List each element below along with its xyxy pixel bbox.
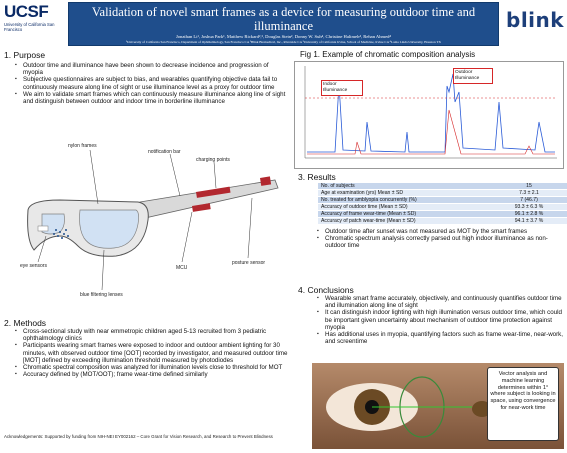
purpose-heading: 1. Purpose <box>4 50 46 60</box>
conclusions-bullet: ▪ Wearable smart frame accurately, objectively, and continuously quantifies outdoor time and illumination along line of sight <box>316 295 564 309</box>
table-label: Accuracy of frame wear-time (Mean ± SD) <box>318 211 490 218</box>
methods-bullet: ▪ Cross-sectional study with near emmetropic children aged 5-13 recruited from 3 pediatric ophthalmology clinics <box>14 328 288 342</box>
blink-logo-text: blink <box>506 8 565 32</box>
results-table <box>318 183 567 225</box>
table-value: 15 <box>490 183 567 190</box>
poster-title: Validation of novel smart frames as a device for measuring outdoor time and illuminance <box>91 5 476 33</box>
purpose-bullet: ▪ Subjective questionnaires are subject to bias, and wearables quantifying objective data fail to continuously measure along line of sight or use illuminance level as a proxy for outdoor time <box>14 76 288 90</box>
title-banner <box>68 2 499 46</box>
poster-header <box>0 0 567 50</box>
label-notification-bar: notification bar <box>148 149 181 155</box>
blink-logo <box>506 8 564 38</box>
table-row <box>318 197 567 204</box>
acknowledgements: Acknowledgements: Supported by funding from NIH-NEI EY002162 – Core Grant for Vision Research, and Research to Prevent Blindness <box>4 434 273 439</box>
purpose-bullets <box>14 62 288 105</box>
table-label: Accuracy of patch wear-time (Mean ± SD) <box>318 218 490 225</box>
label-charging-points: charging points <box>196 157 230 163</box>
table-label: No. of subjects <box>318 183 490 190</box>
conclusions-bullet: ▪ It can distinguish indoor lighting with high illumination versus outdoor time, which could be important given uncertainty about mechanism of outdoor time protection against myopia <box>316 309 564 331</box>
methods-bullet: ▪ Chromatic spectral composition was analyzed for illumination levels close to threshold for MOT <box>14 364 288 371</box>
label-blue-lenses: blue filtering lenses <box>80 292 123 298</box>
conclusions-section <box>298 285 564 345</box>
table-row <box>318 190 567 197</box>
purpose-bullet: ▪ We aim to validate smart frames which can continuously measure illuminance along line of sight and distinguish between outdoor and indoor time in borderline illuminance <box>14 91 288 105</box>
chromatic-chart <box>294 61 564 169</box>
table-label: Age at examination (yrs) Mean ± SD <box>318 190 490 197</box>
results-bullet: ▪ Chromatic spectrum analysis correctly parsed out high indoor illuminance as non-outdoor time <box>316 235 564 249</box>
table-value: 93.3 ± 6.3 % <box>490 204 567 211</box>
label-eye-sensors: eye sensors <box>20 263 47 269</box>
vector-analysis-callout: Vector analysis and machine learning determines within 1° where subject is looking in space, using convergence for near-work time <box>487 367 559 441</box>
label-outdoor: Outdoor Illuminance <box>453 68 493 84</box>
label-nylon-frames: nylon frames <box>68 143 97 149</box>
methods-bullets <box>14 328 288 378</box>
results-bullets <box>316 228 564 250</box>
conclusions-bullet: ▪ Has additional uses in myopia, quantifying factors such as frame wear-time, near-work, and screentime <box>316 331 564 345</box>
purpose-section <box>4 50 288 105</box>
label-indoor: Indoor Illuminance <box>321 80 363 96</box>
fig1-title: Fig 1. Example of chromatic composition analysis <box>300 50 476 59</box>
ucsf-logo-text: UCSF <box>4 2 49 21</box>
ucsf-logo <box>4 3 66 45</box>
results-section <box>298 172 564 250</box>
methods-section <box>4 318 288 378</box>
table-value: 94.1 ± 3.7 % <box>490 218 567 225</box>
label-mcu: MCU <box>176 265 188 271</box>
label-posture-sensor: posture sensor <box>232 260 266 266</box>
methods-bullet: ▪ Participants wearing smart frames were exposed to indoor and outdoor ambient lighting for 30 minutes, with observed outdoor time [OOT] recorded by investigator, and measured outdoor time [MOT] defined by exceeding illumination threshold measured by photodiodes <box>14 342 288 364</box>
glasses-illustration <box>20 140 282 312</box>
author-list: Jonathan Li¹, Joshua Park¹, Matthew Rickard²,³, Douglas Stein², Donny W. Suh⁴, Christine Halimeh⁴, Rehan Ahmed⁴ <box>175 34 392 39</box>
table-label: Accuracy of outdoor time (Mean ± SD) <box>318 204 490 211</box>
ucsf-logo-subtext: University of California San Francisco <box>4 22 55 32</box>
conclusions-heading: 4. Conclusions <box>298 285 354 295</box>
fig1-section <box>294 50 564 170</box>
table-label: No. treated for amblyopia concurrently (%) <box>318 197 490 204</box>
methods-heading: 2. Methods <box>4 318 47 328</box>
purpose-bullet: ▪ Outdoor time and illuminance have been shown to decrease incidence and progression of myopia <box>14 62 288 76</box>
table-row <box>318 218 567 225</box>
conclusions-bullets <box>316 295 564 345</box>
results-bullet: ▪ Outdoor time after sunset was not measured as MOT by the smart frames <box>316 228 564 235</box>
table-value: 7 (46.7) <box>490 197 567 204</box>
smart-frame-diagram <box>20 140 282 312</box>
affiliations: ¹University of California San Francisco, Department of Ophthalmology, San Francisco CA ²Blink Biomedical, Inc., Riverside CA ³University of California Irvine, School of Medicine, Irvine CA ⁴Loma Linda University, Houston TX <box>126 40 441 44</box>
table-row <box>318 211 567 218</box>
methods-bullet: ▪ Accuracy defined by (MOT/OOT); frame wear-time defined similarly <box>14 371 288 378</box>
results-heading: 3. Results <box>298 172 336 182</box>
chromatic-chart-plot <box>295 62 563 168</box>
table-value: 7.3 ± 2.1 <box>490 190 567 197</box>
table-value: 96.1 ± 2.8 % <box>490 211 567 218</box>
table-row <box>318 204 567 211</box>
